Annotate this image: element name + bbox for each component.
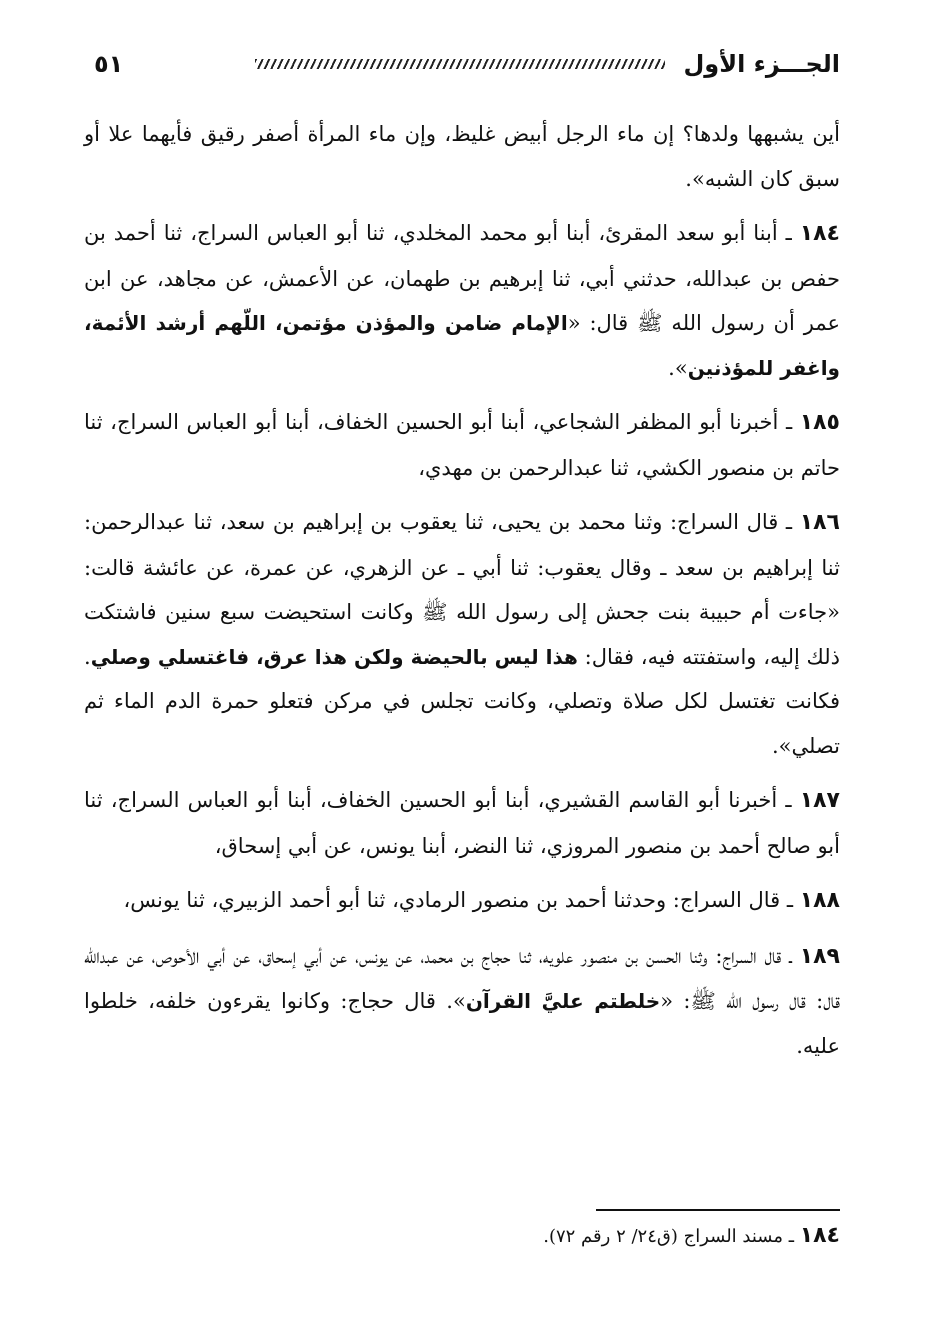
hadith-text: ـ أخبرنا أبو القاسم القشيري، أبنا أبو الحسين الخفاف، أبنا أبو العباس السراج، ثنا أبو صالح أحمد بن منصور المروزي، ثنا النضر، أبنا يونس، عن أبي إسحاق، [84, 788, 840, 858]
page-header [80, 44, 840, 84]
footnote-number: ١٨٤ [799, 1223, 840, 1248]
hadith-text: ـ قال السراج: وثنا الحسن بن منصور علويه، ثنا حجاج بن محمد، عن يونس، عن أبي إسحاق، عن أبي الأحوص، عن عبدالله قال: قال رسول الله ﷺ: « [84, 943, 840, 1013]
hadith-number: ١٨٨ [799, 888, 840, 913]
page-body [84, 112, 840, 1078]
hadith-matn-bold: الإمام ضامن والمؤذن مؤتمن، اللّهم أرشد الأئمة، واغفر للمؤذنين [84, 311, 840, 380]
footnote [300, 1222, 840, 1251]
hadith-tail: ». قال حجاج: وكانوا يقرءون خلفه، خلطوا عليه. [84, 989, 840, 1058]
hadith-matn-bold: خلطتم عليَّ القرآن [465, 989, 661, 1013]
hadith-matn-bold: هذا ليس بالحيضة ولكن هذا عرق، فاغتسلي وصلي [90, 644, 578, 669]
hadith-184 [84, 211, 840, 390]
footnote-text: ـ مسند السراج (ق٢٤/ ٢ رقم ٧٢). [543, 1226, 800, 1247]
hadith-text: ـ قال السراج: وحدثنا أحمد بن منصور الرمادي، ثنا أبو أحمد الزبيري، ثنا يونس، [123, 888, 800, 912]
hadith-number: ١٨٥ [799, 410, 840, 435]
hadith-189 [84, 934, 840, 1069]
hadith-188 [84, 878, 840, 924]
header-hatched-rule [255, 59, 665, 69]
page-number: ٥١ [94, 50, 124, 78]
hadith-number: ١٨٦ [799, 510, 840, 535]
hadith-text: ـ أبنا أبو سعد المقرئ، أبنا أبو محمد المخلدي، ثنا أبو العباس السراج، ثنا أحمد بن حفص بن عبدالله، حدثني أبي، ثنا إبرهيم بن طهمان، عن الأعمش، عن مجاهد، عن ابن عمر أن رسول الله ﷺ قال: « [84, 221, 840, 335]
hadith-tail: ». [668, 355, 688, 380]
hadith-185 [84, 400, 840, 490]
footnote-separator [596, 1209, 840, 1211]
hadith-text: ـ أخبرنا أبو المظفر الشجاعي، أبنا أبو الحسين الخفاف، أبنا أبو العباس السراج، ثنا حاتم بن منصور الكشي، ثنا عبدالرحمن بن مهدي، [84, 410, 840, 480]
paragraph-text: أين يشبهها ولدها؟ إن ماء الرجل أبيض غليظ، وإن ماء المرأة أصفر رقيق فأيهما علا أو سبق كان الشبه». [84, 122, 840, 191]
hadith-text: ـ قال السراج: وثنا محمد بن يحيى، ثنا يعقوب بن إبراهيم بن سعد، ثنا عبدالرحمن: ثنا إبراهيم بن سعد ـ وقال يعقوب: ثنا أبي ـ عن الزهري، عن عمرة، عن عائشة قالت: «جاءت أم حبيبة بنت جحش إلى رسول الله ﷺ وكانت استحيضت سبع سنين فاشتكت ذلك إليه، واستفتته فيه، فقال: [84, 510, 840, 669]
hadith-number: ١٨٧ [799, 788, 840, 813]
hadith-186 [84, 500, 840, 768]
hadith-187 [84, 778, 840, 868]
paragraph-continuation [84, 112, 840, 201]
hadith-tail: . فكانت تغتسل لكل صلاة وتصلي، وكانت تجلس في مركن فتعلو حمرة الدم الماء ثم تصلي». [84, 644, 840, 758]
running-title: الجـــزء الأول [683, 50, 840, 78]
hadith-number: ١٨٩ [799, 943, 840, 969]
hadith-number: ١٨٤ [799, 221, 840, 246]
